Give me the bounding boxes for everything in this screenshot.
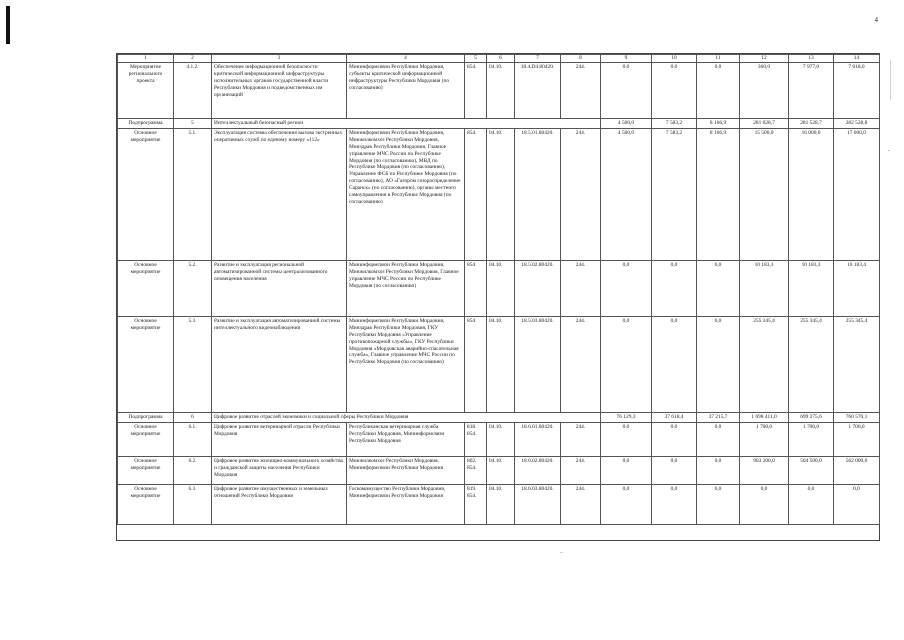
row-executors: Мининформсвязи Республики Мордовия, Минздрав Республики Мордовия, ГКУ Республики Мордовия «Управление противопожарной службы», ГКУ Республики Мордовия «Мордовская аварийно-спасательная служба», Главное управление МЧС России по Республике Мордовия (по согласованию): [347, 316, 465, 412]
amount-cell: 16 000,0: [789, 128, 834, 260]
scan-artifact: [560, 552, 563, 553]
column-number: 13: [789, 55, 834, 63]
section-code: 04.10.: [487, 316, 515, 412]
target-code: 18.5.01.80420.: [515, 128, 561, 260]
amount-cell: 0,0: [789, 484, 834, 524]
table-row: [118, 260, 880, 316]
target-code: 18.6.02.80420.: [515, 456, 561, 484]
section-code: 04.10.: [487, 62, 515, 118]
table-row: [118, 316, 880, 412]
scan-artifact: [888, 150, 890, 151]
table-row: [118, 484, 880, 524]
row-kind: Мероприятие регионального проекта: [118, 62, 174, 118]
budget-code: 854.: [465, 128, 487, 260]
amount-cell: 255 345,4: [834, 316, 880, 412]
row-title: Цифровое развитие имущественных и земельных отношений Республики Мордовия: [212, 484, 347, 524]
amount-cell: 0,0: [697, 316, 740, 412]
amount-cell: 1 700,0: [834, 422, 880, 456]
amount-cell: 7 583,2: [652, 118, 697, 128]
amount-cell: 15 500,0: [740, 128, 789, 260]
amount-cell: 8 166,9: [697, 128, 740, 260]
amount-cell: 37 618,4: [652, 412, 697, 422]
column-number: 2: [174, 55, 212, 63]
subprogram-row: [118, 118, 880, 128]
row-kind: Основное мероприятие: [118, 484, 174, 524]
amount-cell: 360,0: [740, 62, 789, 118]
column-number: 5: [465, 55, 487, 63]
amount-cell: 1 700,0: [740, 422, 789, 456]
column-number: 10: [652, 55, 697, 63]
amount-cell: 7 977,0: [789, 62, 834, 118]
amount-cell: 255 345,4: [740, 316, 789, 412]
amount-cell: 10 183,3: [740, 260, 789, 316]
amount-cell: 282 528,8: [834, 118, 880, 128]
page-number: 4: [874, 16, 878, 24]
row-code: 5: [174, 118, 212, 128]
scan-artifact: [890, 60, 891, 100]
row-code: 5.2.: [174, 260, 212, 316]
row-title: Развитие и эксплуатация автоматизированной системы интеллектуального видеонаблюдения: [212, 316, 347, 412]
amount-cell: 7 018,0: [834, 62, 880, 118]
expense-code: 244.: [561, 260, 601, 316]
amount-cell: 504 500,0: [789, 456, 834, 484]
row-kind: Основное мероприятие: [118, 316, 174, 412]
budget-code: 854.: [465, 316, 487, 412]
amount-cell: 0,0: [652, 456, 697, 484]
table-row: [118, 456, 880, 484]
target-code: 18.6.01.80420.: [515, 422, 561, 456]
row-kind: Основное мероприятие: [118, 456, 174, 484]
row-kind: Основное мероприятие: [118, 422, 174, 456]
amount-cell: 17 000,0: [834, 128, 880, 260]
amount-cell: 0,0: [697, 484, 740, 524]
column-number: 3: [212, 55, 347, 63]
amount-cell: 1 698 411,0: [740, 412, 789, 422]
column-number: 12: [740, 55, 789, 63]
row-kind: Основное мероприятие: [118, 260, 174, 316]
budget-code: 819. 854.: [465, 484, 487, 524]
row-kind: Подпрограмма: [118, 412, 174, 422]
expense-code: 244.: [561, 484, 601, 524]
amount-cell: 8 166,9: [697, 118, 740, 128]
subprogram-row: [118, 412, 880, 422]
budget-table-frame: [116, 53, 880, 541]
amount-cell: 0,0: [834, 484, 880, 524]
amount-cell: 0,0: [697, 422, 740, 456]
row-kind: Подпрограмма: [118, 118, 174, 128]
budget-code: 818. 854.: [465, 422, 487, 456]
expense-code: 244.: [561, 128, 601, 260]
amount-cell: 0,0: [697, 456, 740, 484]
row-executors: Республиканская ветеринарная служба Республики Мордовия, Мининформсвязи Республики Мордовия: [347, 422, 465, 456]
row-code: 5.1.: [174, 128, 212, 260]
row-title: Цифровое развитие жилищно-коммунального хозяйства и гражданской защиты населения Республики Мордовия: [212, 456, 347, 484]
amount-cell: 0,0: [601, 422, 652, 456]
amount-cell: 1 700,0: [789, 422, 834, 456]
row-title: Обеспечение информационной безопасности критической информационной инфраструктуры исполнительных органов государственной власти Республики Мордовия и подведомственных им организаций: [212, 62, 347, 118]
target-code: 18.4.D4.80420.: [515, 62, 561, 118]
column-number: 11: [697, 55, 740, 63]
budget-code: 854.: [465, 260, 487, 316]
target-code: 18.5.03.80420.: [515, 316, 561, 412]
amount-cell: 699 275,6: [789, 412, 834, 422]
amount-cell: 0,0: [652, 484, 697, 524]
amount-cell: 0,0: [652, 62, 697, 118]
subprogram-title: Цифровое развитие отраслей экономики и социальной сферы Республики Мордовия: [212, 412, 601, 422]
amount-cell: 255 345,4: [789, 316, 834, 412]
amount-cell: 0,0: [740, 484, 789, 524]
table-row: [118, 422, 880, 456]
row-executors: Мининформсвязи Республики Мордовия, субъекты критической информационной инфраструктуры Республики Мордовия (по согласованию): [347, 62, 465, 118]
amount-cell: 7 583,2: [652, 128, 697, 260]
amount-cell: 0,0: [601, 484, 652, 524]
amount-cell: 903 300,0: [740, 456, 789, 484]
budget-table: [117, 54, 880, 525]
row-code: 6: [174, 412, 212, 422]
amount-cell: 10 183,4: [834, 260, 880, 316]
row-executors: Мининформсвязи Республики Мордовия, Минжилкомхоз Республики Мордовия, Главное управление МЧС России по Республике Мордовия (по согласованию): [347, 260, 465, 316]
column-number: 6: [487, 55, 515, 63]
amount-cell: 760 570,1: [834, 412, 880, 422]
section-code: 04.10.: [487, 260, 515, 316]
row-title: Цифровое развитие ветеринарной отрасли Республики Мордовия: [212, 422, 347, 456]
section-code: 04.10.: [487, 456, 515, 484]
column-number-row: [118, 55, 880, 63]
amount-cell: 0,0: [652, 422, 697, 456]
subprogram-title: Интеллектуальный безопасный регион: [212, 118, 601, 128]
amount-cell: 0,0: [697, 62, 740, 118]
column-number: 4: [347, 55, 465, 63]
section-code: 04.10.: [487, 128, 515, 260]
row-title: Эксплуатация системы обеспечения вызова экстренных оперативных служб по единому номеру «112»: [212, 128, 347, 260]
amount-cell: 0,0: [652, 316, 697, 412]
column-number: 1: [118, 55, 174, 63]
table-row: [118, 62, 880, 118]
row-code: 6.3.: [174, 484, 212, 524]
amount-cell: 37 215,7: [697, 412, 740, 422]
target-code: 18.6.03.80420.: [515, 484, 561, 524]
amount-cell: 0,0: [652, 260, 697, 316]
section-code: 04.10.: [487, 484, 515, 524]
row-code: 4.1.2.: [174, 62, 212, 118]
amount-cell: 0,0: [601, 260, 652, 316]
amount-cell: 281 028,7: [740, 118, 789, 128]
row-code: 6.1.: [174, 422, 212, 456]
amount-cell: 0,0: [601, 316, 652, 412]
expense-code: 244.: [561, 62, 601, 118]
amount-cell: 0,0: [601, 456, 652, 484]
amount-cell: 10 183,3: [789, 260, 834, 316]
column-number: 7: [515, 55, 561, 63]
amount-cell: 4 500,0: [601, 118, 652, 128]
column-number: 9: [601, 55, 652, 63]
row-executors: Госкомимущество Республики Мордовия, Мининформсвязи Республики Мордовия: [347, 484, 465, 524]
column-number: 8: [561, 55, 601, 63]
expense-code: 244.: [561, 422, 601, 456]
amount-cell: 76 129,3: [601, 412, 652, 422]
row-code: 5.3.: [174, 316, 212, 412]
amount-cell: 4 500,0: [601, 128, 652, 260]
scan-edge-mark: [6, 6, 10, 44]
budget-code: 802. 854.: [465, 456, 487, 484]
budget-code: 854.: [465, 62, 487, 118]
amount-cell: 0,0: [601, 62, 652, 118]
expense-code: 244.: [561, 316, 601, 412]
expense-code: 244.: [561, 456, 601, 484]
row-executors: Минжилкомхоз Республики Мордовия, Мининформсвязи Республики Мордовия: [347, 456, 465, 484]
row-code: 6.2.: [174, 456, 212, 484]
row-kind: Основное мероприятие: [118, 128, 174, 260]
row-title: Развитие и эксплуатация региональной автоматизированной системы централизованного оповещения населения: [212, 260, 347, 316]
section-code: 04.10.: [487, 422, 515, 456]
row-executors: Мининформсвязи Республики Мордовия, Минжилкомхоз Республики Мордовия, Минздрав Республики Мордовия, Главное управление МЧС России по Республике Мордовия (по согласованию), МВД по Республике Мордовия (по согласованию), Управление ФСБ по Республике Мордовия (по согласованию), АО «Газпром газораспределение Саранск» (по согласованию), органы местного самоуправления в Республике Мордовия (по согласованию): [347, 128, 465, 260]
amount-cell: 562 000,0: [834, 456, 880, 484]
table-row: [118, 128, 880, 260]
amount-cell: 0,0: [697, 260, 740, 316]
amount-cell: 281 528,7: [789, 118, 834, 128]
column-number: 14: [834, 55, 880, 63]
target-code: 18.5.02.80420.: [515, 260, 561, 316]
